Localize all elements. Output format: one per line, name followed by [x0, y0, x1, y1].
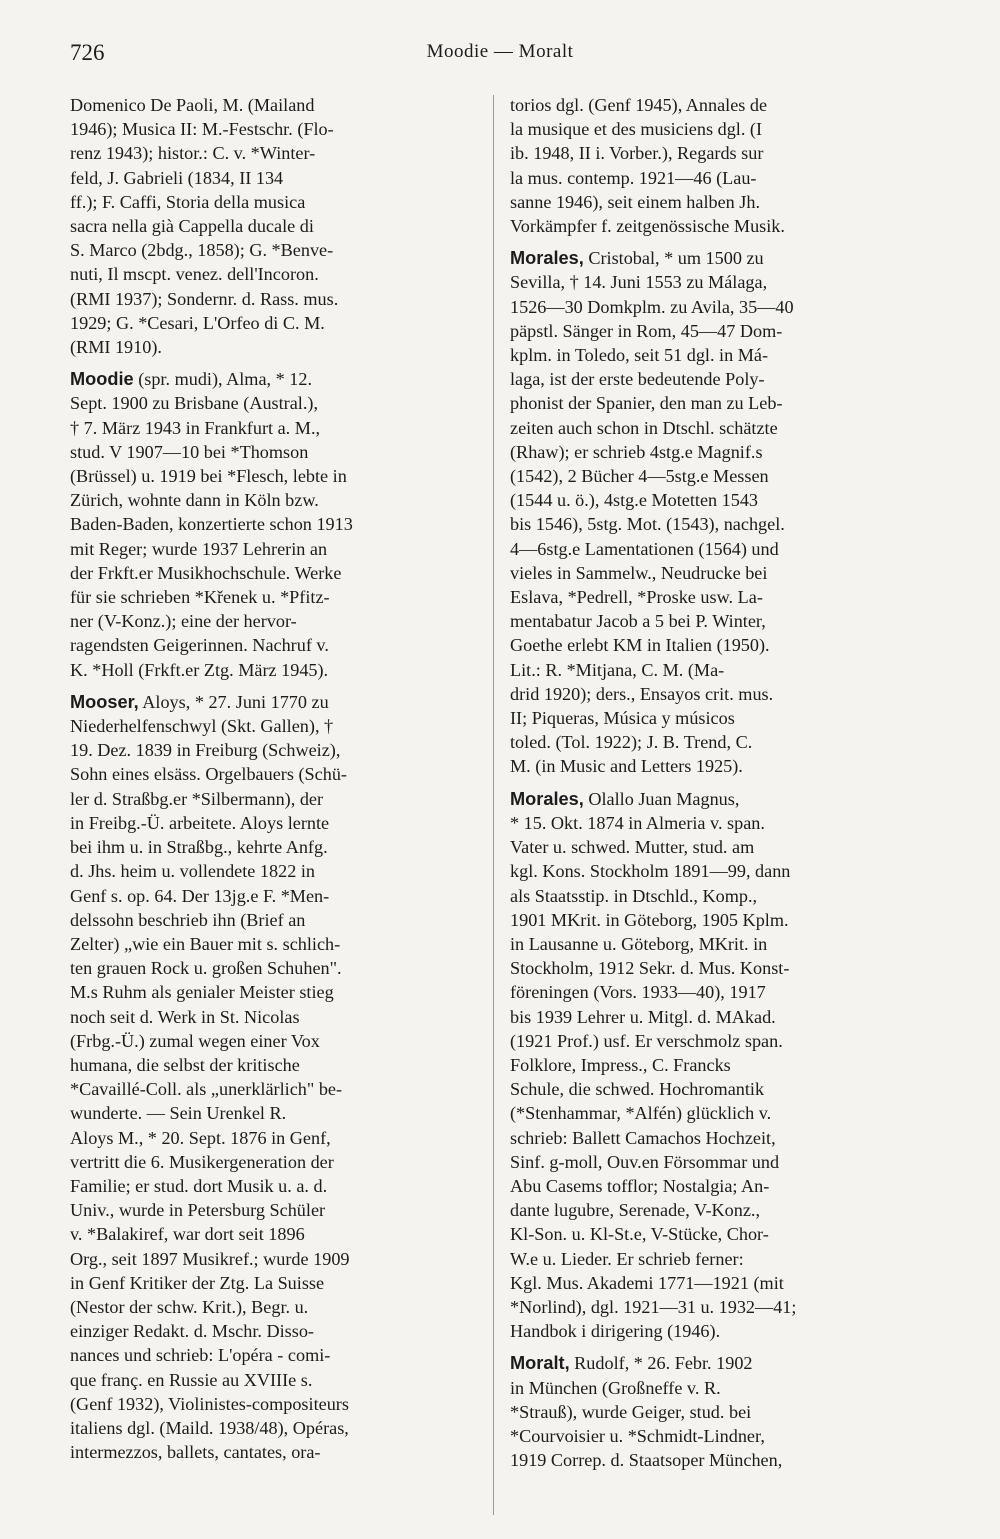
text-line: (spr. mudi), Alma, * 12. [133, 369, 312, 390]
text-line: mentabatur Jacob a 5 bei P. Winter, [510, 611, 766, 632]
text-line: M.s Ruhm als genialer Meister stieg [70, 982, 334, 1003]
text-line: Folklore, Impress., C. Francks [510, 1054, 731, 1075]
headword-morales-cristobal: Morales, [510, 248, 584, 269]
text-line: que franç. en Russie au XVIIIe s. [70, 1369, 313, 1390]
text-line: Aloys, * 27. Juni 1770 zu [138, 691, 329, 712]
column-divider [493, 95, 494, 1515]
text-line: Stockholm, 1912 Sekr. d. Mus. Konst- [510, 958, 790, 979]
entry-moodie [70, 367, 488, 682]
text-line: (RMI 1910). [70, 337, 162, 358]
text-line: noch seit d. Werk in St. Nicolas [70, 1006, 300, 1027]
text-line: der Frkft.er Musikhochschule. Werke [70, 562, 342, 583]
text-line: Olallo Juan Magnus, [583, 788, 740, 809]
text-line: 1919 Correp. d. Staatsoper München, [510, 1450, 783, 1471]
text-line: Kl-Son. u. Kl-St.e, V-Stücke, Chor- [510, 1224, 769, 1245]
text-line: 19. Dez. 1839 in Freiburg (Schweiz), [70, 740, 341, 761]
text-line: phonist der Spanier, den man zu Leb- [510, 393, 783, 414]
text-line: ragendsten Geigerinnen. Nachruf v. [70, 635, 329, 656]
text-line: zeiten auch schon in Dtschl. schätzte [510, 417, 778, 438]
text-line: in München (Großneffe v. R. [510, 1377, 721, 1398]
text-line: 1526—30 Domkplm. zu Avila, 35—40 [510, 296, 794, 317]
text-line: 1946); Musica II: M.-Festschr. (Flo- [70, 119, 334, 140]
text-line: renz 1943); histor.: C. v. *Winter- [70, 143, 316, 164]
text-line: † 7. März 1943 in Frankfurt a. M., [70, 417, 321, 438]
text-line: (*Stenhammar, *Alfén) glücklich v. [510, 1103, 772, 1124]
entry-morales-olallo [510, 787, 928, 1344]
text-line: bei ihm u. in Straßbg., kehrte Anfg. [70, 837, 328, 858]
text-line: wunderte. — Sein Urenkel R. [70, 1103, 287, 1124]
text-line: *Norlind), dgl. 1921—31 u. 1932—41; [510, 1296, 797, 1317]
text-line: ler d. Straßbg.er *Silbermann), der [70, 788, 324, 809]
text-line: (Genf 1932), Violinistes-compositeurs [70, 1393, 349, 1414]
text-line: Rudolf, * 26. Febr. 1902 [569, 1353, 753, 1374]
text-line: 4—6stg.e Lamentationen (1564) und [510, 538, 779, 559]
text-line: kgl. Kons. Stockholm 1891—99, dann [510, 861, 791, 882]
text-line: * 15. Okt. 1874 in Almeria v. span. [510, 812, 765, 833]
text-line: italiens dgl. (Maild. 1938/48), Opéras, [70, 1417, 349, 1438]
text-line: (1542), 2 Bücher 4—5stg.e Messen [510, 466, 769, 487]
text-line: für sie schrieben *Křenek u. *Pfitz- [70, 587, 330, 608]
text-line: ib. 1948, II i. Vorber.), Regards sur [510, 143, 764, 164]
text-line: (Nestor der schw. Krit.), Begr. u. [70, 1296, 309, 1317]
text-line: Abu Casems tofflor; Nostalgia; An- [510, 1175, 770, 1196]
text-line: la musique et des musiciens dgl. (I [510, 119, 763, 140]
text-line: Niederhelfenschwyl (Skt. Gallen), † [70, 716, 334, 737]
text-line: intermezzos, ballets, cantates, ora- [70, 1442, 321, 1463]
text-line: (1921 Prof.) usf. Er verschmolz span. [510, 1030, 783, 1051]
text-line: d. Jhs. heim u. vollendete 1822 in [70, 861, 315, 882]
text-line: Sevilla, † 14. Juni 1553 zu Málaga, [510, 272, 768, 293]
text-line: Baden-Baden, konzertierte schon 1913 [70, 514, 353, 535]
text-line: Genf s. op. 64. Der 13jg.e F. *Men- [70, 885, 330, 906]
text-line: (1544 u. ö.), 4stg.e Motetten 1543 [510, 490, 759, 511]
text-line: delssohn beschrieb ihn (Brief an [70, 909, 306, 930]
text-line: Aloys M., * 20. Sept. 1876 in Genf, [70, 1127, 331, 1148]
text-line: Kgl. Mus. Akademi 1771—1921 (mit [510, 1272, 784, 1293]
text-line: 1929; G. *Cesari, L'Orfeo di C. M. [70, 312, 325, 333]
text-line: Sept. 1900 zu Brisbane (Austral.), [70, 393, 319, 414]
text-line: 1901 MKrit. in Göteborg, 1905 Kplm. [510, 909, 789, 930]
text-line: Cristobal, * um 1500 zu [583, 248, 764, 269]
text-line: v. *Balakiref, war dort seit 1896 [70, 1224, 305, 1245]
text-line: Domenico De Paoli, M. (Mailand [70, 95, 315, 115]
text-line: (Frbg.-Ü.) zumal wegen einer Vox [70, 1030, 320, 1051]
text-line: W.e u. Lieder. Er schrieb ferner: [510, 1248, 744, 1269]
text-line: drid 1920); ders., Ensayos crit. mus. [510, 683, 774, 704]
text-line: in Freibg.-Ü. arbeitete. Aloys lernte [70, 812, 330, 833]
text-line: ner (V-Konz.); eine der hervor- [70, 611, 297, 632]
headword-moralt: Moralt, [510, 1353, 570, 1374]
text-line: Eslava, *Pedrell, *Proske usw. La- [510, 587, 763, 608]
text-line: stud. V 1907—10 bei *Thomson [70, 441, 309, 462]
text-line: *Cavaillé-Coll. als „unerklärlich" be- [70, 1079, 343, 1100]
text-line: torios dgl. (Genf 1945), Annales de [510, 95, 768, 115]
text-line: nances und schrieb: L'opéra - comi- [70, 1345, 331, 1366]
text-line: Schule, die schwed. Hochromantik [510, 1079, 765, 1100]
page-header [0, 40, 1000, 70]
text-line: toled. (Tol. 1922); J. B. Trend, C. [510, 732, 753, 753]
left-column [70, 93, 488, 1464]
text-line: in Genf Kritiker der Ztg. La Suisse [70, 1272, 325, 1293]
text-line: päpstl. Sänger in Rom, 45—47 Dom- [510, 320, 783, 341]
text-line: Sinf. g-moll, Ouv.en Försommar und [510, 1151, 780, 1172]
text-line: dante lugubre, Serenade, V-Konz., [510, 1200, 761, 1221]
entry-mooser [70, 690, 488, 1465]
text-line: sanne 1946), seit einem halben Jh. [510, 191, 761, 212]
text-line: kplm. in Toledo, seit 51 dgl. in Má- [510, 345, 769, 366]
text-line: vertritt die 6. Musikergeneration der [70, 1151, 334, 1172]
text-line: ff.); F. Caffi, Storia della musica [70, 191, 306, 212]
page-number: 726 [70, 40, 105, 65]
text-line: Zelter) „wie ein Bauer mit s. schlich- [70, 933, 341, 954]
text-line: einziger Redakt. d. Mschr. Disso- [70, 1321, 314, 1342]
text-line: K. *Holl (Frkft.er Ztg. März 1945). [70, 659, 329, 680]
text-line: Org., seit 1897 Musikref.; wurde 1909 [70, 1248, 350, 1269]
text-line: (Brüssel) u. 1919 bei *Flesch, lebte in [70, 466, 347, 487]
text-line: Univ., wurde in Petersburg Schüler [70, 1200, 326, 1221]
entry-morales-cristobal [510, 246, 928, 778]
text-line: S. Marco (2bdg., 1858); G. *Benve- [70, 240, 334, 261]
text-line: in Lausanne u. Göteborg, MKrit. in [510, 933, 768, 954]
text-line: (RMI 1937); Sondernr. d. Rass. mus. [70, 288, 339, 309]
text-line: *Courvoisier u. *Schmidt-Lindner, [510, 1425, 765, 1446]
entry-de-paoli-continuation [70, 93, 488, 359]
headword-morales-olallo: Morales, [510, 788, 584, 809]
text-line: als Staatsstip. in Dtschld., Komp., [510, 885, 758, 906]
right-column [510, 93, 928, 1472]
running-head: Moodie — Moralt [426, 41, 574, 62]
headword-mooser: Mooser, [70, 691, 139, 712]
text-line: mit Reger; wurde 1937 Lehrerin an [70, 538, 328, 559]
text-line: la mus. contemp. 1921—46 (Lau- [510, 167, 757, 188]
text-line: humana, die selbst der kritische [70, 1054, 300, 1075]
text-line: schrieb: Ballett Camachos Hochzeit, [510, 1127, 776, 1148]
text-line: II; Piqueras, Música y músicos [510, 708, 735, 729]
text-line: Lit.: R. *Mitjana, C. M. (Ma- [510, 659, 725, 680]
text-line: Familie; er stud. dort Musik u. a. d. [70, 1175, 328, 1196]
text-line: (Rhaw); er schrieb 4stg.e Magnif.s [510, 441, 763, 462]
text-line: *Strauß), wurde Geiger, stud. bei [510, 1401, 752, 1422]
text-line: M. (in Music and Letters 1925). [510, 756, 743, 777]
text-line: Vorkämpfer f. zeitgenössische Musik. [510, 216, 785, 237]
text-line: nuti, Il mscpt. venez. dell'Incoron. [70, 264, 319, 285]
text-line: Vater u. schwed. Mutter, stud. am [510, 837, 755, 858]
text-line: feld, J. Gabrieli (1834, II 134 [70, 167, 284, 188]
text-line: bis 1939 Lehrer u. Mitgl. d. MAkad. [510, 1006, 776, 1027]
text-line: sacra nella già Cappella ducale di [70, 216, 314, 237]
text-line: vieles in Sammelw., Neudrucke bei [510, 562, 768, 583]
text-line: Goethe erlebt KM in Italien (1950). [510, 635, 770, 656]
text-line: laga, ist der erste bedeutende Poly- [510, 369, 765, 390]
text-line: ten grauen Rock u. großen Schuhen". [70, 958, 342, 979]
headword-moodie: Moodie [70, 369, 134, 390]
text-line: bis 1546), 5stg. Mot. (1543), nachgel. [510, 514, 785, 535]
entry-mooser-continuation [510, 93, 928, 238]
text-line: Handbok i dirigering (1946). [510, 1321, 721, 1342]
entry-moralt [510, 1351, 928, 1472]
text-line: Sohn eines elsäss. Orgelbauers (Schü- [70, 764, 347, 785]
text-line: föreningen (Vors. 1933—40), 1917 [510, 982, 766, 1003]
text-line: Zürich, wohnte dann in Köln bzw. [70, 490, 319, 511]
